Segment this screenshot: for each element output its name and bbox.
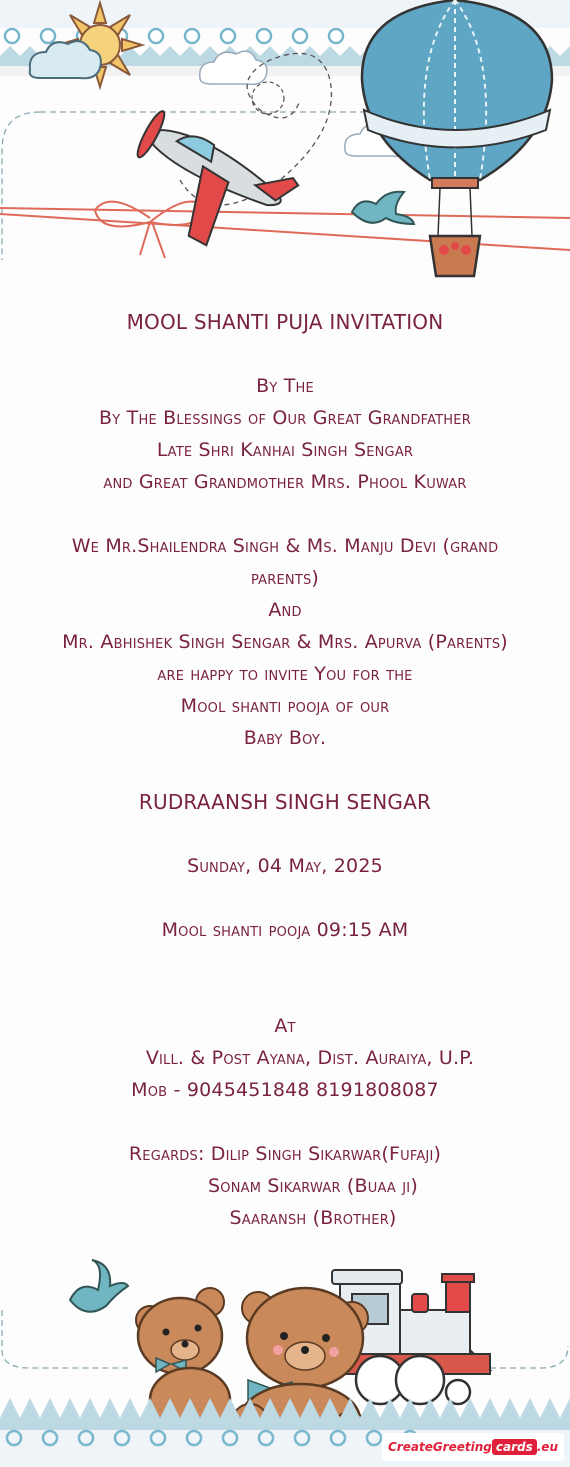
watermark-brand: cards bbox=[492, 1439, 537, 1455]
great-grandmother-line: and Great Grandmother Mrs. Phool Kuwar bbox=[103, 471, 467, 493]
grandparents-line-2: parents) bbox=[250, 567, 320, 589]
venue-address: Vill. & Post Ayana, Dist. Auraiya, U.P. bbox=[145, 1047, 475, 1069]
grandparents-line-1: We Mr.Shailendra Singh & Ms. Manju Devi (grand bbox=[71, 535, 499, 557]
baby-name: RUDRAANSH SINGH SENGAR bbox=[138, 790, 432, 814]
event-time: Mool shanti pooja 09:15 AM bbox=[161, 919, 409, 941]
watermark-suffix: .eu bbox=[536, 1440, 558, 1454]
bird-icon bbox=[70, 1260, 128, 1312]
hot-air-balloon-icon bbox=[362, 0, 552, 276]
invite-line-3: Baby Boy. bbox=[243, 727, 327, 749]
parents-line: Mr. Abhishek Singh Sengar & Mrs. Apurva (Parents) bbox=[62, 631, 508, 653]
regards-line-1: Regards: Dilip Singh Sikarwar(Fufaji) bbox=[128, 1143, 442, 1165]
watermark-prefix: CreateGreeting bbox=[388, 1440, 492, 1454]
top-decoration bbox=[0, 0, 570, 300]
mobile-numbers: Mob - 9045451848 8191808087 bbox=[131, 1079, 439, 1101]
airplane-icon bbox=[112, 107, 300, 270]
brand-watermark[interactable] bbox=[382, 1433, 564, 1461]
regards-line-2: Sonam Sikarwar (Buaa ji) bbox=[208, 1175, 418, 1197]
great-grandfather-name: Late Shri Kanhai Singh Sengar bbox=[156, 439, 414, 461]
bird-icon bbox=[352, 192, 414, 224]
at-line: At bbox=[274, 1015, 296, 1037]
event-date: Sunday, 04 May, 2025 bbox=[187, 855, 383, 877]
invitation-title: MOOL SHANTI PUJA INVITATION bbox=[126, 310, 444, 334]
by-the-line: By The bbox=[256, 375, 314, 397]
invite-line-2: Mool shanti pooja of our bbox=[180, 695, 390, 717]
ribbon bbox=[0, 202, 570, 258]
bottom-dashed-frame bbox=[2, 1310, 130, 1368]
blessings-line: By The Blessings of Our Great Grandfather bbox=[99, 407, 471, 429]
regards-line-3: Saaransh (Brother) bbox=[229, 1207, 397, 1229]
invite-line-1: are happy to invite You for the bbox=[157, 663, 413, 685]
and-line: And bbox=[268, 599, 302, 621]
